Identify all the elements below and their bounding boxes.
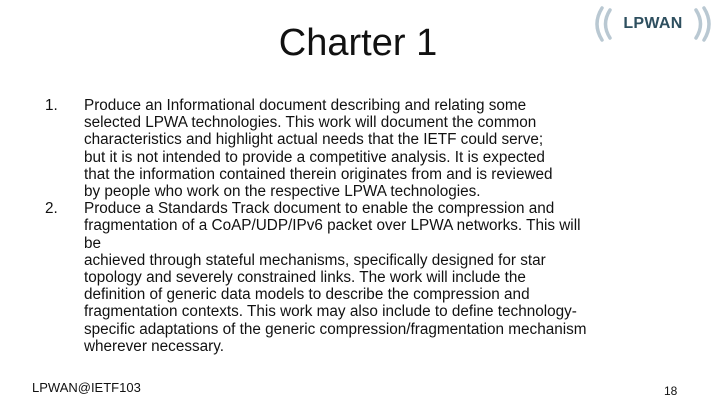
lpwan-logo <box>588 4 718 44</box>
list-item-line: be <box>84 234 102 252</box>
list-item-line: fragmentation contexts. This work may also include to define technology- <box>84 303 577 321</box>
list-item-line: topology and severely constrained links. The work will include the <box>84 269 526 287</box>
footer-event-label: LPWAN@IETF103 <box>32 380 141 395</box>
list-item-line: achieved through stateful mechanisms, specifically designed for star <box>84 251 546 269</box>
list-item-line: but it is not intended to provide a competitive analysis. It is expected <box>84 148 545 166</box>
charter-list <box>0 97 720 355</box>
logo-text: LPWAN <box>623 15 683 32</box>
list-item-line: specific adaptations of the generic compression/fragmentation mechanism <box>84 320 587 338</box>
list-item-line: fragmentation of a CoAP/UDP/IPv6 packet over LPWA networks. This will <box>84 217 581 235</box>
list-item-line: selected LPWA technologies. This work will document the common <box>84 114 537 132</box>
slide-title: Charter 1 <box>278 22 438 64</box>
list-item-line: Produce an Informational document describing and relating some <box>84 97 527 114</box>
page-number: 18 <box>664 384 678 398</box>
list-item-line: Produce a Standards Track document to enable the compression and <box>84 200 555 218</box>
list-item-line: by people who work on the respective LPWA technologies. <box>84 183 481 201</box>
list-item-line: characteristics and highlight actual needs that the IETF could serve; <box>84 131 544 149</box>
list-item <box>0 200 684 355</box>
list-item-line: wherever necessary. <box>84 337 224 355</box>
list-item-line: that the information contained therein originates from and is reviewed <box>84 165 553 183</box>
list-item-number: 2. <box>45 200 58 218</box>
list-item <box>0 97 684 200</box>
list-item-line: definition of generic data models to describe the compression and <box>84 286 530 304</box>
list-item-number: 1. <box>45 97 58 114</box>
